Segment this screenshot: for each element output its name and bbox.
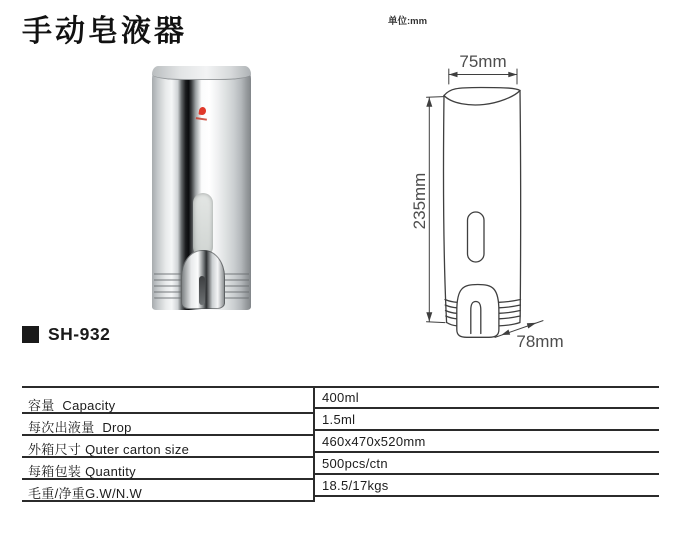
depth-arrow-upper	[527, 323, 537, 329]
level-window	[193, 193, 213, 257]
depth-arrow-lower	[501, 330, 510, 336]
spec-value-carton-size: 460x470x520mm	[322, 434, 426, 449]
product-photo	[152, 66, 251, 310]
body-left-edge	[444, 96, 447, 323]
unit-note: 单位:mm	[388, 16, 428, 27]
body-bottom-right	[499, 323, 520, 326]
spec-value-capacity: 400ml	[322, 390, 359, 405]
table-top-border	[22, 386, 659, 388]
window-outline	[468, 212, 485, 262]
spec-value-quantity: 500pcs/ctn	[322, 456, 388, 471]
body-right-edge	[520, 91, 521, 323]
table-row-line	[313, 429, 659, 431]
cap-seam-arc	[444, 91, 520, 105]
brand-logo-mark	[198, 107, 206, 116]
height-dimension-label: 235mm	[410, 172, 429, 230]
model-row	[22, 324, 110, 345]
push-lever	[181, 250, 225, 309]
table-row-line	[313, 451, 659, 453]
spec-label-quantity: 每箱包装 Quantity	[28, 464, 136, 479]
spec-label-weight: 毛重/净重G.W/N.W	[28, 486, 143, 501]
table-row-line	[313, 407, 659, 409]
table-row-line	[313, 473, 659, 475]
bottom-ridges-right	[222, 269, 249, 302]
table-column-divider	[313, 386, 315, 502]
height-arrow-bottom	[426, 312, 432, 321]
width-arrow-left	[449, 72, 458, 78]
lever-outline	[457, 285, 499, 338]
cap-top-arc	[444, 88, 520, 96]
black-square-bullet	[22, 326, 39, 343]
table-row-line	[313, 495, 659, 497]
dispenser-cap	[152, 66, 251, 80]
dimension-drawing	[400, 45, 600, 365]
spec-value-drop: 1.5ml	[322, 412, 356, 427]
model-number: SH-932	[48, 324, 111, 344]
spec-value-weight: 18.5/17kgs	[322, 478, 389, 493]
spec-label-carton-size: 外箱尺寸 Quter carton size	[28, 442, 190, 457]
body-bottom-left	[447, 323, 457, 326]
depth-dimension-label: 78mm	[516, 332, 564, 351]
spec-table	[22, 386, 659, 502]
height-arrow-top	[426, 98, 432, 107]
width-dimension-label: 75mm	[459, 52, 507, 71]
spec-label-capacity: 容量 Capacity	[28, 398, 116, 413]
page-title: 手动皂液器	[22, 15, 187, 48]
width-arrow-right	[508, 72, 517, 78]
bottom-ridges-left	[154, 269, 181, 302]
spec-label-drop: 每次出液量 Drop	[28, 420, 132, 435]
